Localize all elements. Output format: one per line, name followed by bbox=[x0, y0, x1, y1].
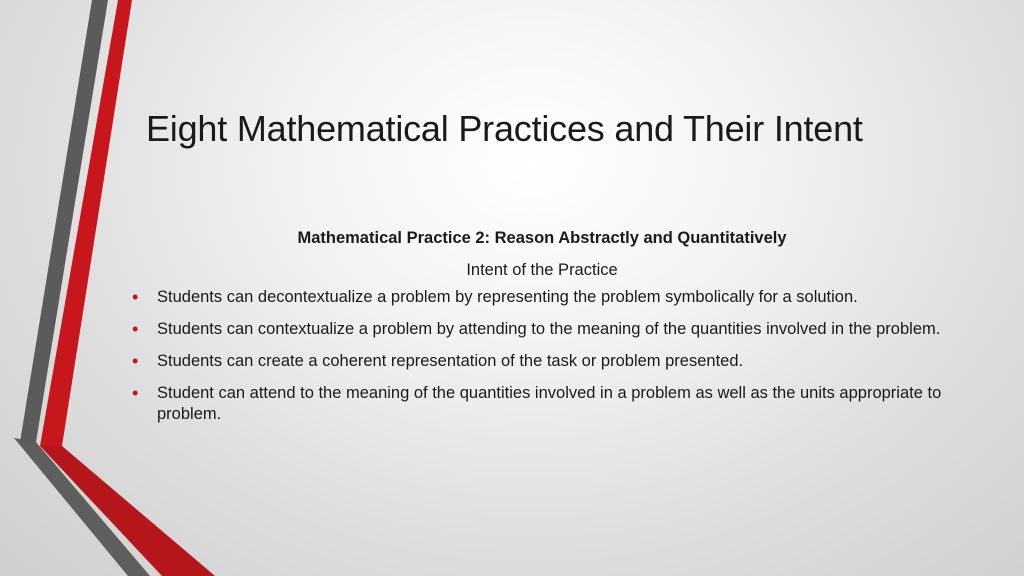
bullet-icon: • bbox=[132, 351, 139, 371]
list-item bbox=[132, 287, 942, 308]
list-item bbox=[132, 351, 942, 372]
bullet-text: Students can create a coherent representation of the task or problem presented. bbox=[157, 352, 744, 370]
bullet-text: Student can attend to the meaning of the quantities involved in a problem as well as the units appropriate to problem. bbox=[157, 384, 942, 423]
bullet-icon: • bbox=[132, 287, 139, 307]
practice-subheading: Mathematical Practice 2: Reason Abstractly and Quantitatively bbox=[297, 229, 787, 247]
slide-content bbox=[132, 228, 952, 436]
slide-title: Eight Mathematical Practices and Their Intent bbox=[146, 108, 863, 149]
bullet-text: Students can contextualize a problem by attending to the meaning of the quantities involved in the problem. bbox=[157, 320, 941, 338]
bullet-text: Students can decontextualize a problem by representing the problem symbolically for a solution. bbox=[157, 288, 858, 306]
list-item bbox=[132, 319, 942, 340]
intent-label: Intent of the Practice bbox=[466, 261, 618, 279]
bullet-list bbox=[132, 287, 952, 425]
bullet-icon: • bbox=[132, 383, 139, 403]
bullet-icon: • bbox=[132, 319, 139, 339]
list-item bbox=[132, 383, 942, 425]
